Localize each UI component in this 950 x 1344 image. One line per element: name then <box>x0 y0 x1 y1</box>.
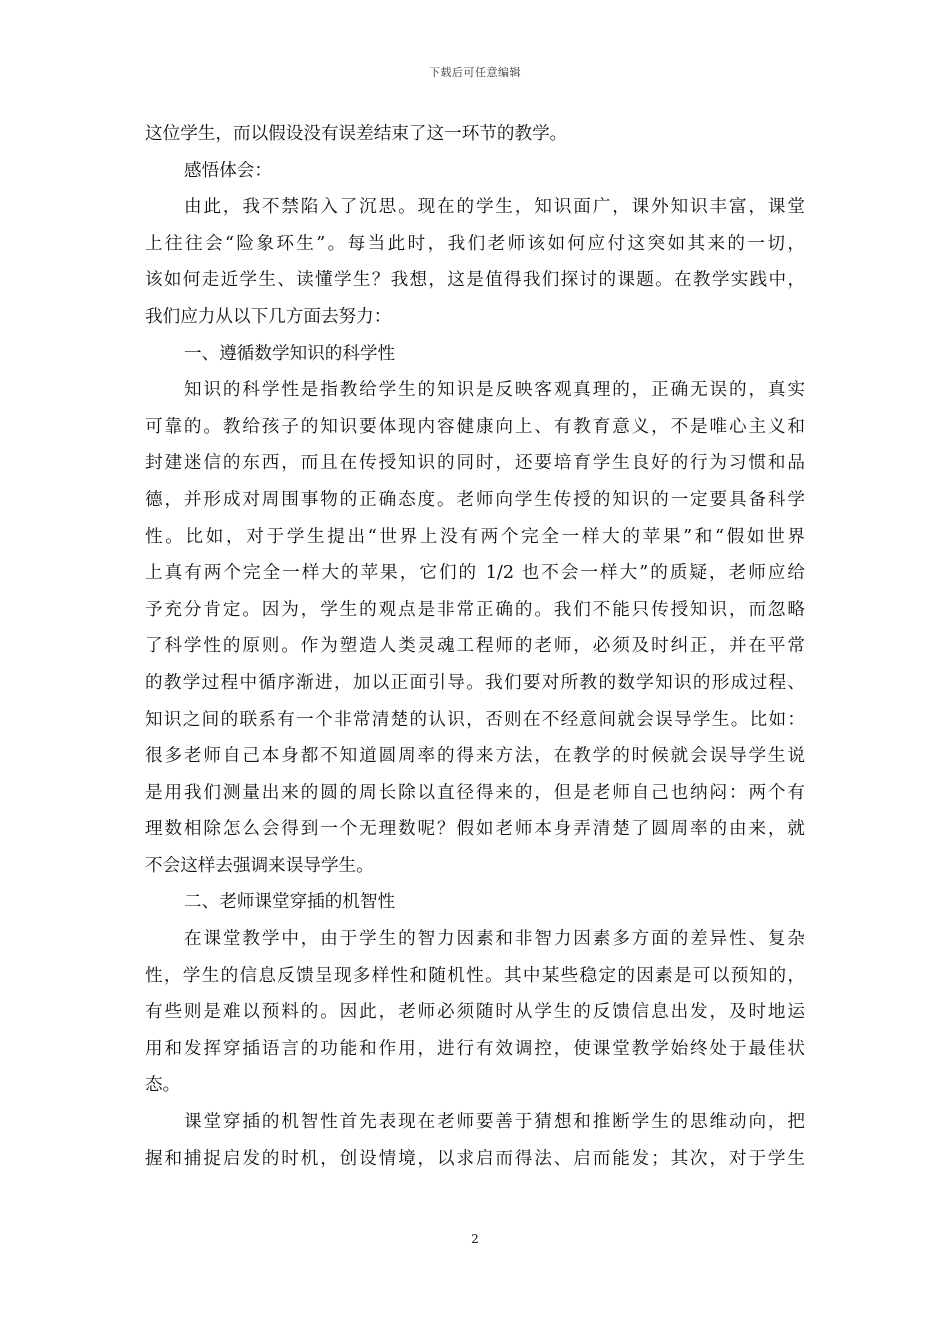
text-line: 用和发挥穿插语言的功能和作用，进行有效调控，使课堂教学始终处于最佳状 <box>145 1038 805 1059</box>
text-line: 我们应力从以下几方面去努力： <box>145 306 392 327</box>
text-line: 态。 <box>145 1075 181 1096</box>
text-line: 可靠的。教给孩子的知识要体现内容健康向上、有教育意义，不是唯心主义和 <box>145 416 805 437</box>
text-line: 二、老师课堂穿插的机智性 <box>184 892 396 913</box>
text-line: 予充分肯定。因为，学生的观点是非常正确的。我们不能只传授知识，而忽略 <box>145 599 805 620</box>
text-line: 性，学生的信息反馈呈现多样性和随机性。其中某些稳定的因素是可以预知的， <box>145 965 805 986</box>
text-line: 在课堂教学中，由于学生的智力因素和非智力因素多方面的差异性、复杂 <box>184 929 805 950</box>
text-line: 知识之间的联系有一个非常清楚的认识，否则在不经意间就会误导学生。比如： <box>145 709 805 730</box>
text-line: 封建迷信的东西，而且在传授知识的同时，还要培育学生良好的行为习惯和品 <box>145 453 805 474</box>
text-line: 不会这样去强调来误导学生。 <box>145 855 374 876</box>
text-line: 这位学生，而以假设没有误差结束了这一环节的教学。 <box>145 124 568 144</box>
page-header: 下载后可任意编辑 <box>429 66 521 79</box>
text-line: 由此，我不禁陷入了沉思。现在的学生，知识面广，课外知识丰富，课堂 <box>184 197 805 218</box>
text-line: 有些则是难以预料的。因此，老师必须随时从学生的反馈信息出发，及时地运 <box>145 1002 805 1023</box>
text-line: 是用我们测量出来的圆的周长除以直径得来的，但是老师自己也纳闷：两个有 <box>145 782 805 803</box>
text-line: 握和捕捉启发的时机，创设情境，以求启而得法、启而能发；其次，对于学生 <box>145 1148 805 1169</box>
text-line: 一、遵循数学知识的科学性 <box>184 343 396 364</box>
page-number: 2 <box>471 1232 479 1246</box>
text-line: 理数相除怎么会得到一个无理数呢？假如老师本身弄清楚了圆周率的由来，就 <box>145 819 805 840</box>
text-line: 了科学性的原则。作为塑造人类灵魂工程师的老师，必须及时纠正，并在平常 <box>145 636 805 657</box>
text-line: 很多老师自己本身都不知道圆周率的得来方法，在教学的时候就会误导学生说 <box>145 746 805 767</box>
text-line: 感悟体会： <box>184 160 272 181</box>
text-line: 上往往会“险象环生”。每当此时，我们老师该如何应付这突如其来的一切， <box>145 233 805 254</box>
text-line: 上真有两个完全一样大的苹果，它们的 1/2 也不会一样大”的质疑，老师应给 <box>145 563 805 584</box>
text-line: 德，并形成对周围事物的正确态度。老师向学生传授的知识的一定要具备科学 <box>145 489 805 510</box>
text-line: 该如何走近学生、读懂学生？我想，这是值得我们探讨的课题。在教学实践中， <box>145 270 805 291</box>
text-line: 知识的科学性是指教给学生的知识是反映客观真理的，正确无误的，真实 <box>184 380 805 401</box>
text-line: 课堂穿插的机智性首先表现在老师要善于猜想和推断学生的思维动向，把 <box>184 1112 805 1133</box>
text-line: 性。比如，对于学生提出“世界上没有两个完全一样大的苹果”和“假如世界 <box>145 526 805 547</box>
text-line: 的教学过程中循序渐进，加以正面引导。我们要对所教的数学知识的形成过程、 <box>145 672 805 693</box>
body-text <box>145 116 805 1177</box>
